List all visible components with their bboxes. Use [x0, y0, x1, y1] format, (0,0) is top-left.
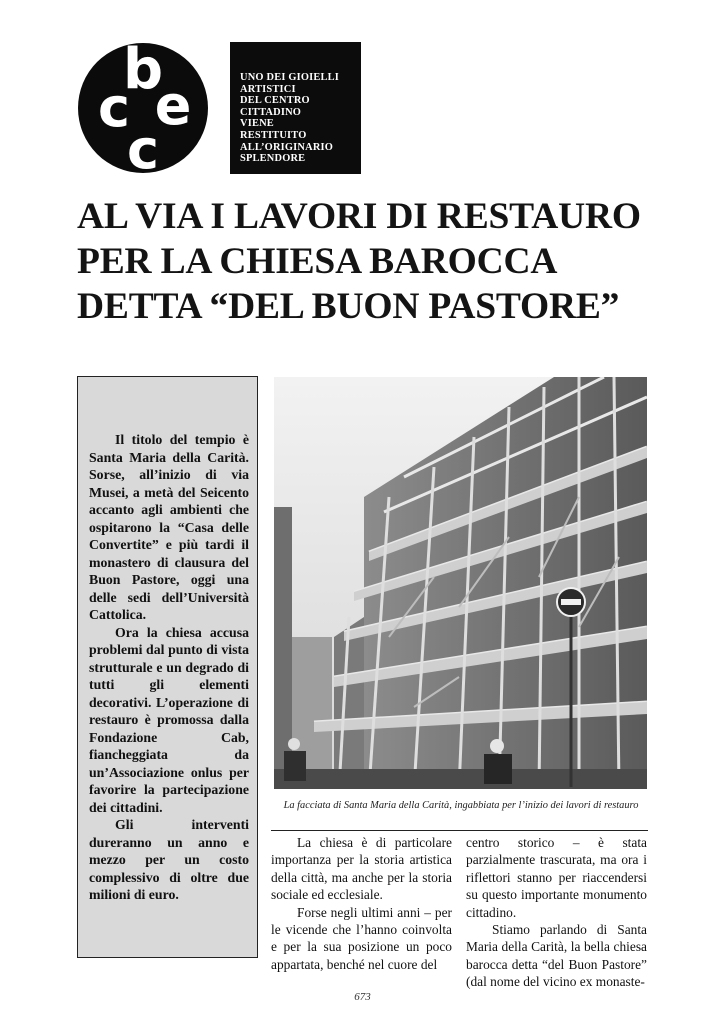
kicker-line: ALL’ORIGINARIO	[240, 141, 334, 153]
sidebar-text	[89, 431, 249, 904]
kicker-line: RESTITUITO	[240, 129, 307, 141]
kicker-line: UNO DEI GIOIELLI	[240, 72, 340, 83]
kicker-box	[230, 42, 361, 174]
body-paragraph-continued: centro storico – è stata parzialmente trascurata, ma ora i riflettori stanno per riaccendersi su questo importante monumento cittadino.	[466, 835, 647, 920]
page-title	[77, 194, 677, 329]
logo-letter-e: e	[154, 74, 192, 137]
scaffolding-photo-icon	[274, 377, 647, 789]
body-column-1	[271, 834, 452, 973]
sidebar-paragraph: Gli interventi dureranno un anno e mezzo per un costo complessivo di oltre due milioni di euro.	[89, 817, 249, 902]
page-number: 673	[354, 991, 371, 1003]
body-column-2	[466, 834, 647, 991]
scaffolding-photo	[274, 377, 647, 789]
logo-letter-c2: c	[126, 118, 160, 174]
kicker-line: VIENE	[240, 118, 274, 130]
logo-letter-b: b	[122, 42, 164, 102]
kicker-line: DEL CENTRO	[240, 95, 310, 107]
kicker-line: SPLENDORE	[240, 153, 306, 165]
headline-line: PER LA CHIESA BAROCCA	[77, 241, 558, 282]
body-paragraph: Stiamo parlando di Santa Maria della Carità, la bella chiesa barocca detta “del Buon Pastore” (dal nome del vicino ex monaste-	[466, 922, 647, 990]
body-paragraph: La chiesa è di particolare importanza per la storia artistica della città, ma anche per la storia sociale ed ecclesiale.	[271, 835, 452, 903]
logo-letter-c1: c	[97, 76, 131, 139]
body-paragraph: Forse negli ultimi anni – per le vicende che l’hanno coinvolta e per la sua posizione un poco appartata, benché nel cuore del	[271, 904, 452, 972]
bcec-logo	[77, 42, 209, 174]
kicker-line: ARTISTICI	[240, 83, 296, 95]
sidebar-paragraph: Il titolo del tempio è Santa Maria della Carità. Sorse, all’inizio di via Musei, a metà del Seicento accanto agli ambienti che ospitarono la “Casa delle Convertite” e più tardi il monastero di clausura del Buon Pastore, oggi una delle sedi dell’Università Cattolica.	[89, 432, 249, 622]
divider	[271, 830, 648, 831]
photo-caption: La facciata di Santa Maria della Carità, ingabbiata per l’inizio dei lavori di restauro	[283, 800, 639, 811]
kicker-line: CITTADINO	[240, 106, 302, 118]
headline-line: AL VIA I LAVORI DI RESTAURO	[77, 196, 641, 237]
headline-line: DETTA “DEL BUON PASTORE”	[77, 286, 620, 327]
sidebar-paragraph: Ora la chiesa accusa problemi dal punto di vista strutturale e un degrado di tutti gli elementi decorativi. L’operazione di restauro è promossa dalla Fondazione Cab, fiancheggiata da un’Associazione onlus per favorire la partecipazione dei cittadini.	[89, 624, 249, 815]
logo-graphic	[77, 42, 209, 174]
